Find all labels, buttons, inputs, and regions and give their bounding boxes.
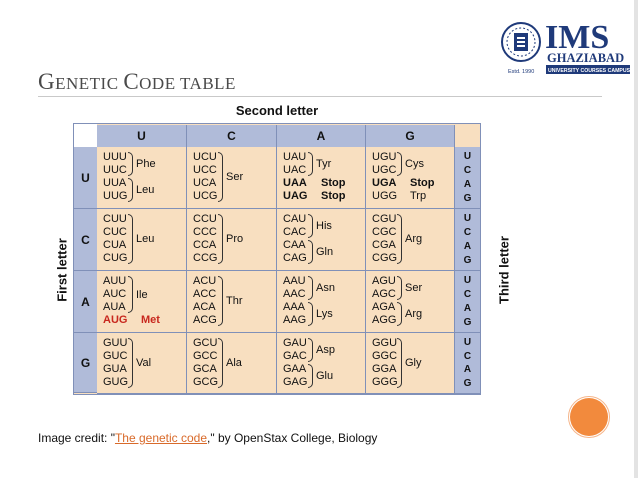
third-letter-column — [455, 271, 480, 333]
codon: AGG — [372, 314, 397, 326]
codon: CAC — [283, 226, 307, 238]
codon: UCG — [193, 190, 218, 202]
codon-cell-ag — [366, 271, 455, 333]
codon: UCU — [193, 151, 217, 163]
codon-brace — [128, 152, 133, 176]
codon: GGC — [372, 350, 398, 362]
codon: UGG — [372, 190, 398, 202]
third-letter-u: U — [463, 213, 472, 225]
column-header-a: A — [277, 125, 366, 147]
codon: CAG — [283, 252, 307, 264]
stop-label: Stop — [410, 177, 435, 189]
stop-label: Stop — [321, 190, 346, 202]
logo-city: GHAZIABAD — [547, 51, 625, 65]
codon: CCA — [193, 239, 217, 251]
codon: GUA — [103, 363, 127, 375]
amino-acid-label: His — [316, 220, 332, 232]
codon: CUU — [103, 213, 127, 225]
codon: CGC — [372, 226, 397, 238]
amino-acid-label: Ser — [405, 282, 423, 294]
image-credit: Image credit: "The genetic code," by OpenStax College, Biology — [38, 431, 378, 445]
codon: GGU — [372, 337, 398, 349]
third-letter-a: A — [463, 240, 472, 252]
second-letter-label: Second letter — [235, 103, 319, 118]
amino-acid-label: Thr — [226, 295, 243, 307]
codon: GGA — [372, 363, 397, 375]
amino-acid-label: Gly — [405, 357, 422, 369]
codon-brace — [218, 214, 223, 264]
codon: ACC — [193, 288, 217, 300]
right-edge-strip — [634, 0, 638, 478]
amino-acid-label: Lys — [316, 308, 333, 320]
codon: CUC — [103, 226, 127, 238]
codon: UUG — [103, 190, 128, 202]
third-letter-c: C — [463, 289, 472, 301]
codon: AAG — [283, 314, 307, 326]
codon: CUA — [103, 239, 127, 251]
codon: CGA — [372, 239, 396, 251]
amino-acid-label: Pro — [226, 233, 244, 245]
third-letter-g: G — [463, 377, 472, 389]
column-header-u: U — [97, 125, 187, 147]
amino-acid-label: Leu — [136, 184, 155, 196]
row-header-c: C — [74, 209, 97, 271]
codon: CCU — [193, 213, 217, 225]
codon-brace — [308, 338, 313, 362]
codon: AGA — [372, 301, 396, 313]
codon: AAA — [283, 301, 306, 313]
amino-acid-label: Cys — [405, 158, 424, 170]
decorative-orange-circle — [570, 398, 608, 436]
amino-acid-label: Asp — [316, 344, 335, 356]
third-letter-label: Third letter — [496, 236, 512, 304]
codon: GUU — [103, 337, 128, 349]
codon: UAG — [283, 190, 308, 202]
codon: UAC — [283, 164, 307, 176]
codon: CAU — [283, 213, 307, 225]
codon: ACG — [193, 314, 217, 326]
amino-acid-label: Ser — [226, 171, 244, 183]
codon: ACU — [193, 275, 217, 287]
third-letter-column — [455, 209, 480, 271]
codon: GAC — [283, 350, 307, 362]
codon-brace — [308, 302, 313, 326]
codon-brace — [308, 364, 313, 388]
first-letter-label: First letter — [54, 238, 70, 302]
amino-acid-label: Leu — [136, 233, 155, 245]
codon: AUC — [103, 288, 127, 300]
codon: CGU — [372, 213, 397, 225]
codon-brace — [308, 152, 313, 176]
codon: UUU — [103, 151, 127, 163]
codon-brace — [128, 338, 133, 388]
codon-brace — [128, 276, 133, 313]
amino-acid-label: Asn — [316, 282, 335, 294]
row-header-a: A — [74, 271, 97, 333]
codon: UUA — [103, 177, 127, 189]
codon: AGU — [372, 275, 396, 287]
codon-brace — [128, 178, 133, 202]
codon-brace — [397, 214, 402, 264]
codon: GUG — [103, 376, 129, 388]
codon: UCC — [193, 164, 217, 176]
third-letter-c: C — [463, 227, 472, 239]
codon-cell-ua — [277, 147, 366, 209]
codon-brace — [397, 338, 402, 388]
codon: AAC — [283, 288, 306, 300]
amino-acid-label: Tyr — [316, 158, 332, 170]
third-letter-g: G — [463, 192, 472, 204]
ims-logo — [500, 16, 630, 84]
codon: AAU — [283, 275, 306, 287]
third-letter-column — [455, 333, 480, 394]
codon: UUC — [103, 164, 127, 176]
codon: CUG — [103, 252, 128, 264]
codon: AUU — [103, 275, 127, 287]
row-header-u: U — [74, 147, 97, 209]
codon: AUA — [103, 301, 126, 313]
column-header-c: C — [187, 125, 277, 147]
amino-acid-label: Phe — [136, 158, 156, 170]
codon: ACA — [193, 301, 216, 313]
amino-acid-label: Ala — [226, 357, 242, 369]
row-header-g: G — [74, 333, 97, 393]
codon: GAA — [283, 363, 307, 375]
amino-acid-label: Glu — [316, 370, 334, 382]
logo-name: IMS — [545, 19, 610, 56]
codon-brace — [218, 152, 223, 202]
codon-cell-cu — [97, 209, 187, 271]
codon: GCA — [193, 363, 217, 375]
title-divider — [38, 96, 602, 97]
codon-cell-au — [97, 271, 187, 333]
third-letter-a: A — [463, 302, 472, 314]
codon: GAU — [283, 337, 307, 349]
codon-brace — [308, 214, 313, 238]
codon: UCA — [193, 177, 217, 189]
codon: AUG — [103, 314, 128, 326]
third-letter-u: U — [463, 275, 472, 287]
codon-cell-cg — [366, 209, 455, 271]
credit-link[interactable]: The genetic code — [114, 431, 208, 445]
third-letter-g: G — [463, 316, 472, 328]
third-letter-g: G — [463, 254, 472, 266]
amino-acid-label: Trp — [410, 190, 427, 202]
third-letter-u: U — [463, 337, 472, 349]
genetic-code-table — [73, 123, 481, 395]
codon: CAA — [283, 239, 306, 251]
codon: UAU — [283, 151, 307, 163]
third-letter-column — [455, 147, 480, 209]
amino-acid-label: Arg — [405, 308, 423, 320]
codon-cell-ga — [277, 333, 366, 394]
column-header-g: G — [366, 125, 455, 147]
codon-brace — [397, 276, 402, 300]
amino-acid-label: Arg — [405, 233, 423, 245]
amino-acid-label: Ile — [136, 288, 148, 301]
codon: AGC — [372, 288, 396, 300]
codon: UAA — [283, 177, 307, 189]
codon-cell-aa — [277, 271, 366, 333]
codon-cell-uu — [97, 147, 187, 209]
third-letter-c: C — [463, 165, 472, 177]
codon: GAG — [283, 376, 308, 388]
codon-cell-cc — [187, 209, 277, 271]
codon: GGG — [372, 376, 398, 388]
codon-brace — [308, 276, 313, 300]
logo-tagline: UNIVERSITY COURSES CAMPUS — [548, 68, 630, 74]
codon-cell-ug — [366, 147, 455, 209]
slide-title: GENETIC CODE TABLE — [38, 69, 236, 94]
start-label: Met — [141, 314, 160, 326]
third-letter-a: A — [463, 178, 472, 190]
codon: CCC — [193, 226, 217, 238]
codon: GCG — [193, 376, 219, 388]
codon: GCU — [193, 337, 218, 349]
codon-brace — [218, 276, 223, 326]
codon-cell-ca — [277, 209, 366, 271]
codon: UGU — [372, 151, 397, 163]
codon: GUC — [103, 350, 128, 362]
codon: CGG — [372, 252, 398, 264]
codon-cell-gu — [97, 333, 187, 394]
stop-label: Stop — [321, 177, 346, 189]
third-letter-a: A — [463, 364, 472, 376]
amino-acid-label: Gln — [316, 246, 334, 258]
third-letter-c: C — [463, 350, 472, 362]
logo-estd: Estd. 1990 — [508, 69, 535, 75]
codon: UGC — [372, 164, 397, 176]
table-corner — [74, 124, 97, 147]
codon-brace — [308, 240, 313, 264]
codon-brace — [397, 152, 402, 176]
codon-brace — [218, 338, 223, 388]
codon: CCG — [193, 252, 218, 264]
codon-cell-gc — [187, 333, 277, 394]
codon: UGA — [372, 177, 397, 189]
codon: GCC — [193, 350, 218, 362]
codon-brace — [128, 214, 133, 264]
codon-cell-uc — [187, 147, 277, 209]
codon-cell-gg — [366, 333, 455, 394]
amino-acid-label: Val — [136, 357, 152, 369]
codon-brace — [397, 302, 402, 326]
codon-cell-ac — [187, 271, 277, 333]
third-letter-u: U — [463, 151, 472, 163]
